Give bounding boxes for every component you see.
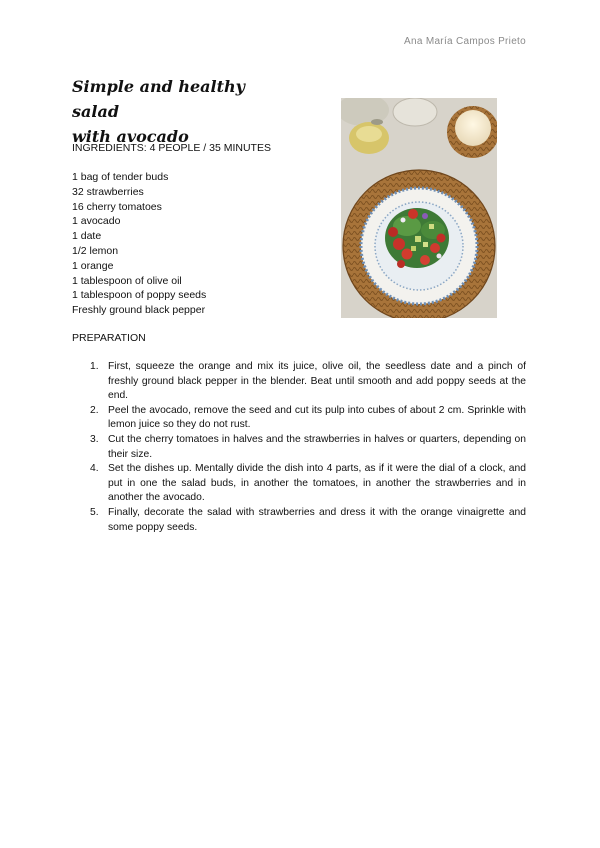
step-text: Set the dishes up. Mentally divide the dish into 4 parts, as if it were the dial of a clock, and put in one the salad buds, in another the tomatoes, in another the strawberries and in another the avocado. <box>108 463 526 504</box>
step-text: Finally, decorate the salad with strawberries and dress it with the orange vinaigrette and some poppy seeds. <box>108 506 526 533</box>
salad-photo <box>341 98 497 318</box>
step-item <box>90 360 526 404</box>
step-item <box>90 506 526 535</box>
step-item <box>90 462 526 506</box>
step-item <box>90 433 526 462</box>
ingredients-list <box>72 170 206 318</box>
ingredient-item: Freshly ground black pepper <box>72 304 206 317</box>
preparation-steps <box>90 360 526 535</box>
preparation-heading: PREPARATION <box>72 332 146 344</box>
step-text: Cut the cherry tomatoes in halves and the strawberries in halves or quarters, depending on their size. <box>108 433 526 460</box>
step-text: First, squeeze the orange and mix its juice, olive oil, the seedless date and a pinch of freshly ground black pepper in the blender. Beat until smooth and add poppy seeds at the end. <box>108 361 526 402</box>
ingredient-item: 1/2 lemon <box>72 244 119 257</box>
step-number: 2. <box>90 404 99 416</box>
step-number: 5. <box>90 506 99 518</box>
step-number: 3. <box>90 433 99 445</box>
ingredient-item: 1 orange <box>72 259 114 272</box>
step-item <box>90 404 526 433</box>
ingredient-item: 1 date <box>72 230 102 243</box>
ingredient-item: 1 bag of tender buds <box>72 171 169 183</box>
step-number: 1. <box>90 361 99 372</box>
author-name: Ana María Campos Prieto <box>404 36 526 47</box>
ingredients-heading: INGREDIENTS: 4 PEOPLE / 35 MINUTES <box>72 142 271 154</box>
recipe-title-line-2: with avocado <box>72 127 189 146</box>
recipe-title-line-1: Simple and healthy salad <box>72 77 245 121</box>
ingredient-item: 1 avocado <box>72 215 121 228</box>
step-text: Peel the avocado, remove the seed and cut its pulp into cubes of about 2 cm. Sprinkle with lemon juice so they do not rust. <box>108 404 526 431</box>
ingredient-item: 1 tablespoon of olive oil <box>72 274 182 287</box>
ingredient-item: 1 tablespoon of poppy seeds <box>72 289 207 302</box>
ingredient-item: 16 cherry tomatoes <box>72 200 162 213</box>
ingredient-item: 32 strawberries <box>72 185 144 198</box>
recipe-title <box>72 74 292 149</box>
step-number: 4. <box>90 463 99 475</box>
